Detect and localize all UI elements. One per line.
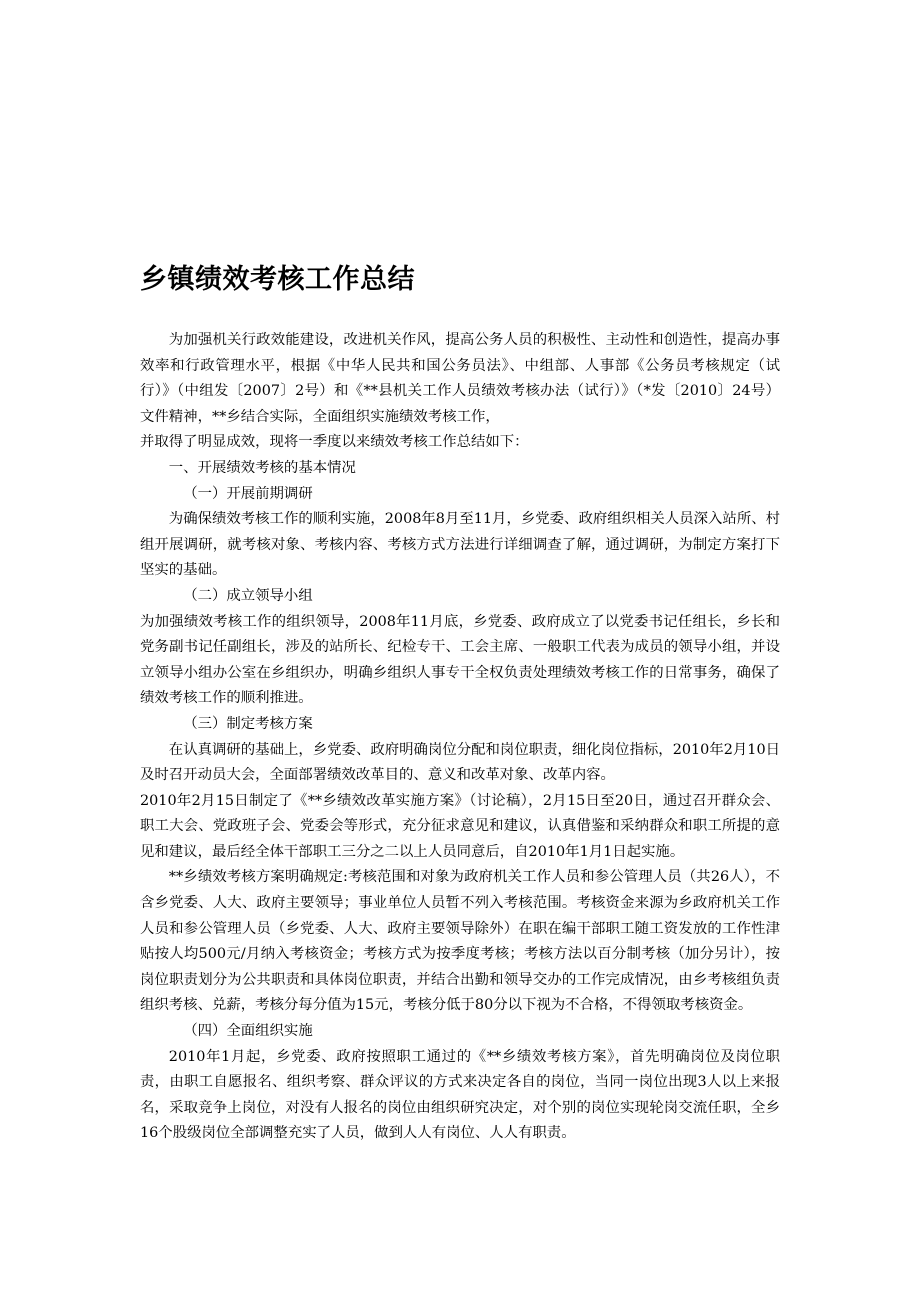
subsection-heading-3: （三）制定考核方案 [183,715,313,732]
paragraph-leadership-group: 为加强绩效考核工作的组织领导，2008年11月底，乡党委、政府成立了以党委书记任组长，乡长和党务副书记任副组长，涉及的站所长、纪检专干、工会主席、一般职工代表为成员的领导小组，并设立领导小组办公室在乡组织办，明确乡组织人事专干全权负责处理绩效考核工作的日常事务，确保了绩效考核工作的顺利推进。 [140,613,780,707]
paragraph-plan-1: 在认真调研的基础上，乡党委、政府明确岗位分配和岗位职责，细化岗位指标，2010年2月10日及时召开动员大会，全面部署绩效改革目的、意义和改革对象、改革内容。 [140,741,780,784]
paragraph-plan-2: 2010年2月15日制定了《**乡绩效改革实施方案》（讨论稿），2月15日至20日，通过召开群众会、职工大会、党政班子会、党委会等形式，充分征求意见和建议，认真借鉴和采纳群众和职工所提的意见和建议，最后经全体干部职工三分之二以上人员同意后，自2010年1月1日起实施。 [140,792,780,860]
paragraph-implementation: 2010年1月起，乡党委、政府按照职工通过的《**乡绩效考核方案》，首先明确岗位及岗位职责，由职工自愿报名、组织考察、群众评议的方式来决定各自的岗位，当同一岗位出现3人以上来报名，采取竞争上岗位，对没有人报名的岗位由组织研究决定，对个别的岗位实现轮岗交流任职，全乡16个股级岗位全部调整充实了人员，做到人人有岗位、人人有职责。 [140,1048,780,1142]
document-title: 乡镇绩效考核工作总结 [140,264,415,295]
subsection-heading-1: （一）开展前期调研 [183,485,313,502]
document-body [140,328,780,1147]
subsection-heading-2: （二）成立领导小组 [183,587,313,604]
paragraph-plan-rules: **乡绩效考核方案明确规定:考核范围和对象为政府机关工作人员和参公管理人员（共26人），不含乡党委、人大、政府主要领导；事业单位人员暂不列入考核范围。考核资金来源为乡政府机关工作人员和参公管理人员（乡党委、人大、政府主要领导除外）在职在编干部职工随工资发放的工作性津贴按人均500元/月纳入考核资金；考核方式为按季度考核；考核方法以百分制考核（加分另计），按岗位职责划分为公共职责和具体岗位职责，并结合出勤和领导交办的工作完成情况，由乡考核组负责组织考核、兑薪，考核分每分值为15元，考核分低于80分以下视为不合格，不得领取考核资金。 [140,869,780,1014]
paragraph-intro-continued: 并取得了明显成效，现将一季度以来绩效考核工作总结如下： [140,434,529,451]
section-heading-basic-situation: 一、开展绩效考核的基本情况 [168,459,356,476]
paragraph-research: 为确保绩效考核工作的顺利实施，2008年8月至11月，乡党委、政府组织相关人员深入站所、村组开展调研，就考核对象、考核内容、考核方式方法进行详细调查了解，通过调研，为制定方案打下坚实的基础。 [140,511,780,579]
paragraph-intro: 为加强机关行政效能建设，改进机关作风，提高公务人员的积极性、主动性和创造性，提高办事效率和行政管理水平，根据《中华人民共和国公务员法》、中组部、人事部《公务员考核规定（试行）》（中组发〔2007〕2号）和《**县机关工作人员绩效考核办法（试行）》（*发〔2010〕24号）文件精神，**乡结合实际，全面组织实施绩效考核工作， [140,332,780,425]
subsection-heading-4: （四）全面组织实施 [183,1023,313,1040]
